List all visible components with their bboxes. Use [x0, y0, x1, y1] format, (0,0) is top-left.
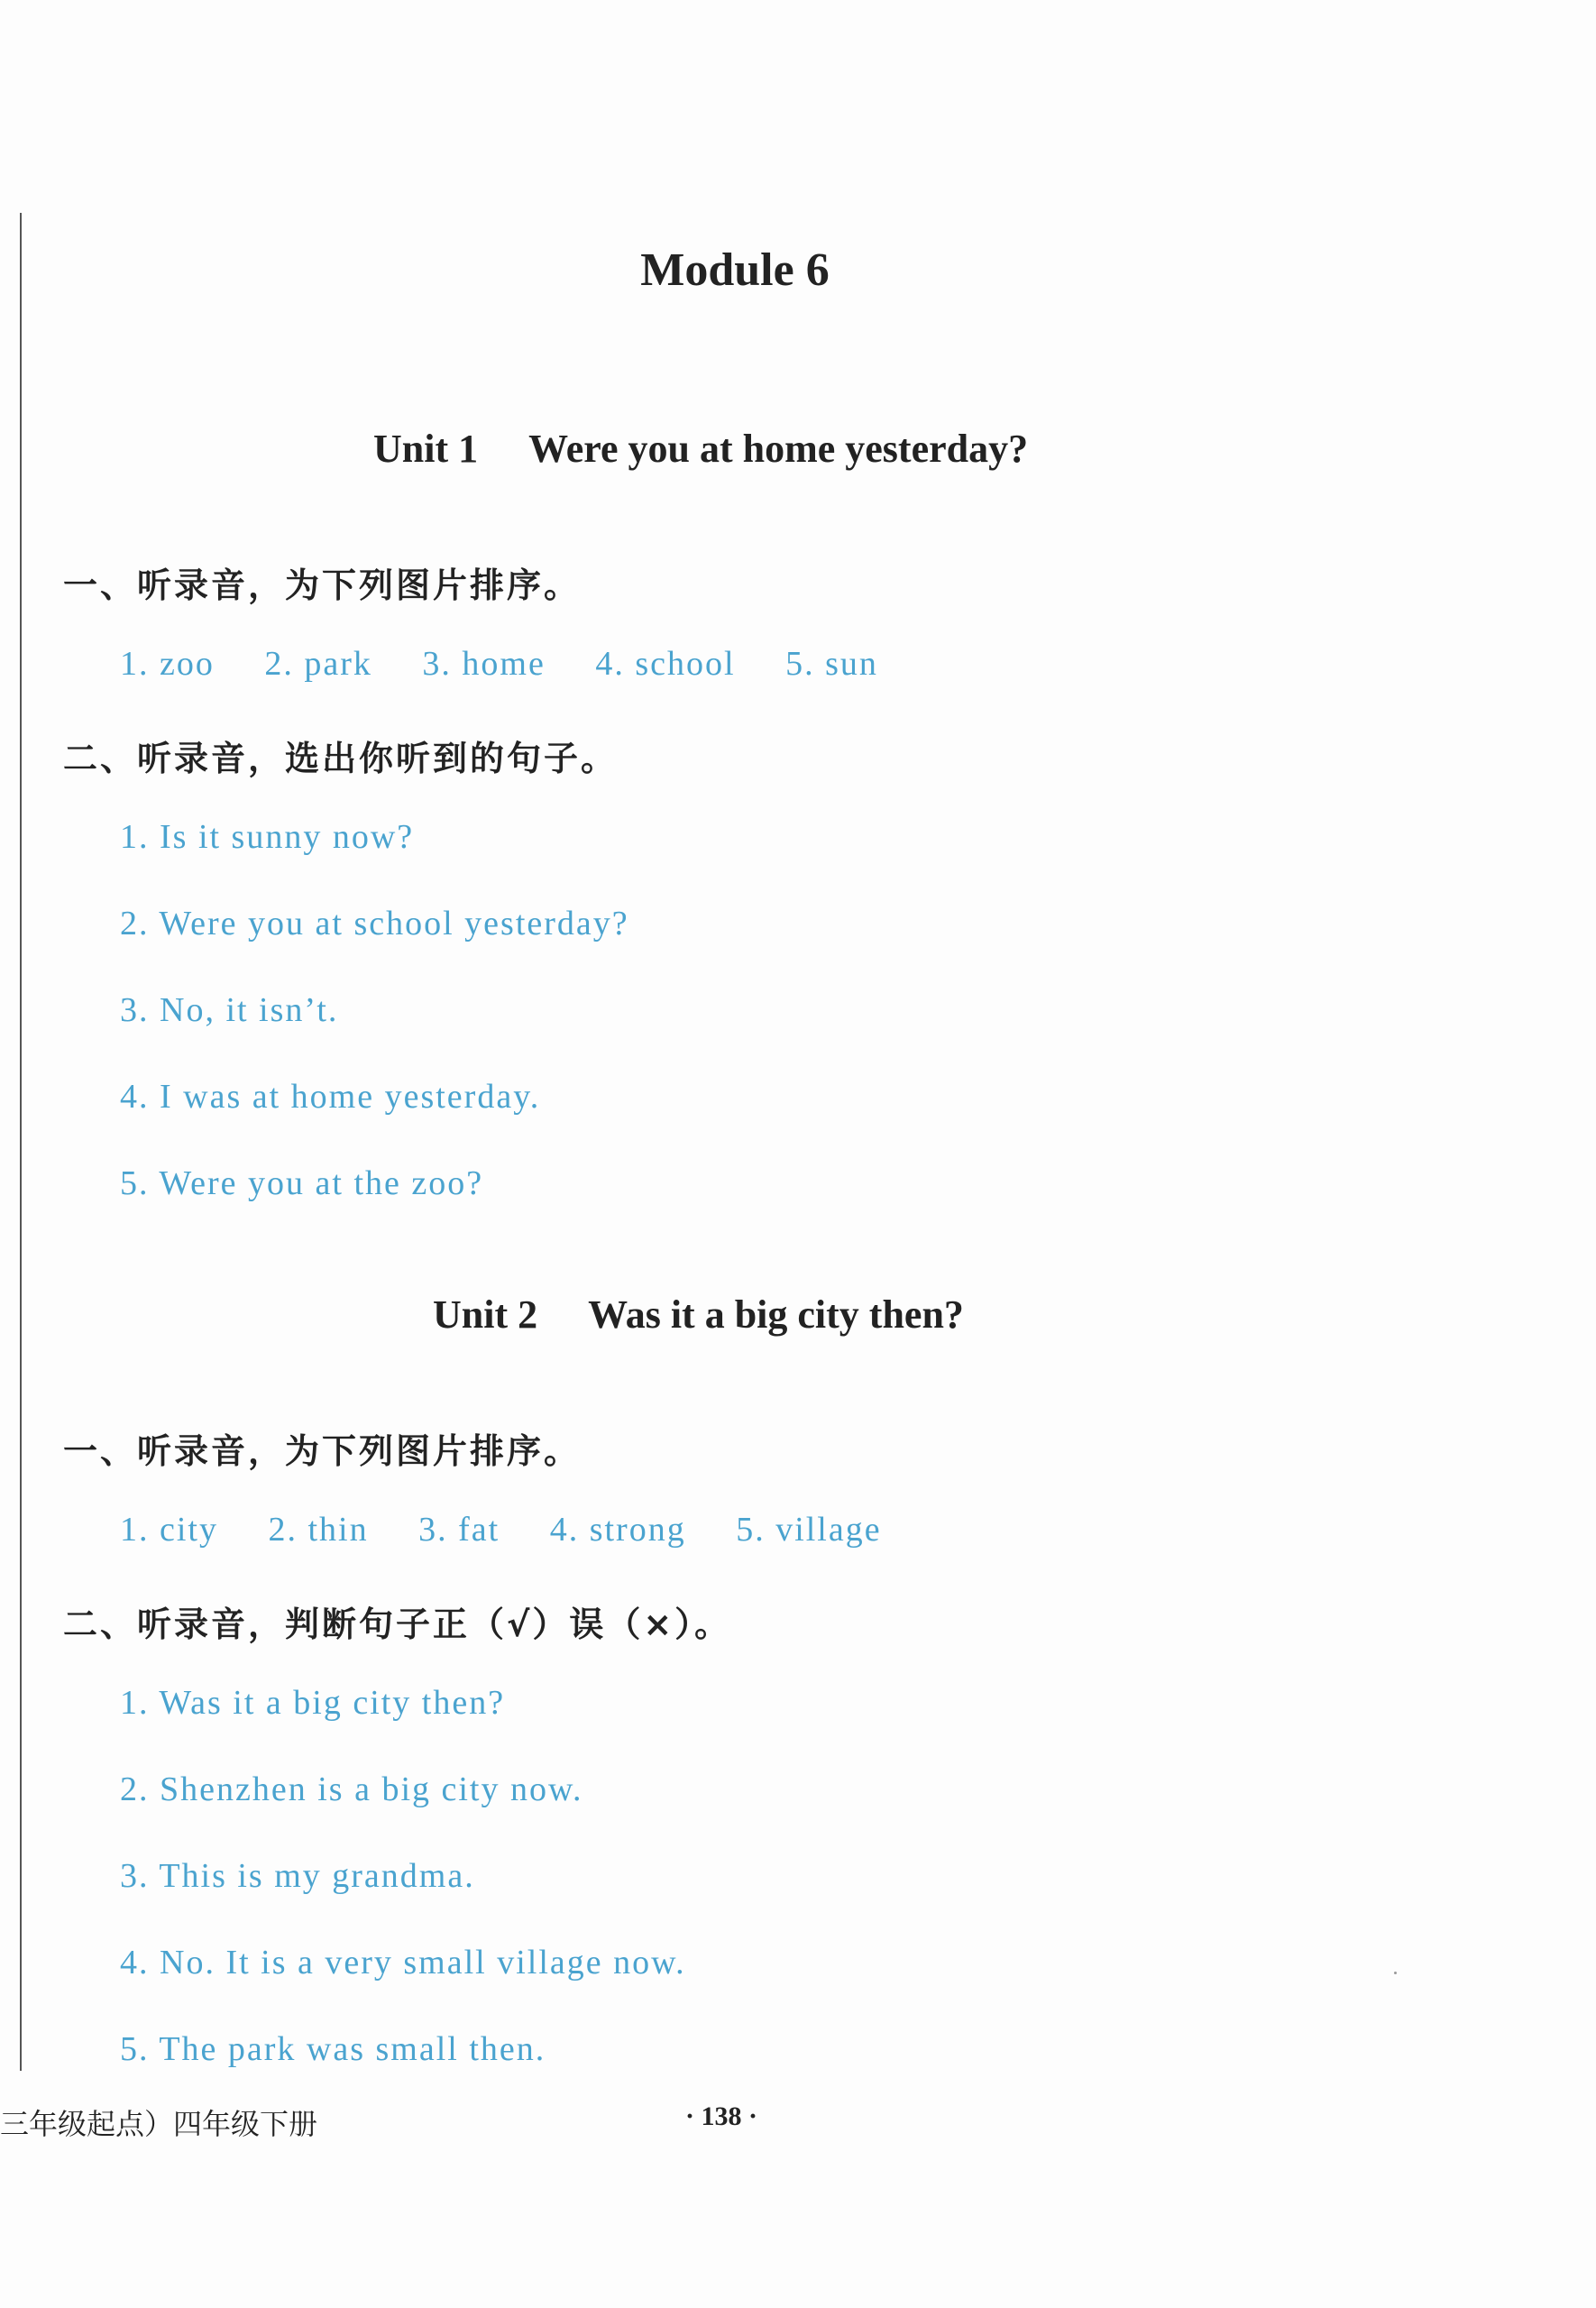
unit1-section1-answers — [120, 644, 918, 684]
unit2-title: Was it a big city then? — [588, 1292, 964, 1337]
answer-item: 5. village — [736, 1511, 882, 1549]
answer-line: 2. Were you at school yesterday? — [120, 905, 629, 943]
answer-line: 2. Shenzhen is a big city now. — [120, 1770, 583, 1808]
answer-line: 1. Is it sunny now? — [120, 818, 415, 856]
unit2-label: Unit 2 — [433, 1292, 538, 1337]
answer-line: 4. I was at home yesterday. — [120, 1078, 541, 1116]
margin-line — [20, 213, 22, 2071]
unit2-section1-answers — [120, 1510, 922, 1549]
answer-item: 3. fat — [418, 1511, 500, 1549]
answer-item: 4. strong — [549, 1511, 686, 1549]
module-title: Module 6 — [640, 244, 830, 296]
answer-line: 3. This is my grandma. — [120, 1857, 475, 1895]
answer-line: 1. Was it a big city then? — [120, 1684, 506, 1722]
answer-line: 3. No, it isn’t. — [120, 991, 339, 1029]
answer-line: 4. No. It is a very small village now. — [120, 1944, 686, 1982]
answer-item: 2. park — [264, 645, 372, 683]
answer-item: 4. school — [595, 645, 736, 683]
answer-item: 1. city — [120, 1511, 218, 1549]
unit2-section2-heading: 二、听录音，判断句子正（√）误（×）。 — [63, 1605, 732, 1644]
answer-item: 1. zoo — [120, 645, 215, 683]
footer-book-label: 三年级起点）四年级下册 — [0, 2107, 318, 2141]
unit2-section1-heading: 一、听录音，为下列图片排序。 — [63, 1431, 582, 1471]
unit1-label: Unit 1 — [373, 427, 479, 471]
answer-line: 5. The park was small then. — [120, 2030, 546, 2068]
unit1-heading — [373, 426, 1028, 472]
unit1-section1-heading: 一、听录音，为下列图片排序。 — [63, 566, 582, 605]
scan-speck — [1394, 1972, 1397, 1974]
answer-item: 3. home — [422, 645, 546, 683]
unit1-title: Were you at home yesterday? — [528, 427, 1029, 471]
answer-line: 5. Were you at the zoo? — [120, 1164, 484, 1202]
unit1-section2-heading: 二、听录音，选出你听到的句子。 — [63, 739, 619, 778]
answer-item: 2. thin — [268, 1511, 369, 1549]
answer-item: 5. sun — [785, 645, 878, 683]
unit2-heading — [433, 1292, 964, 1338]
page-number: · 138 · — [685, 2101, 758, 2131]
